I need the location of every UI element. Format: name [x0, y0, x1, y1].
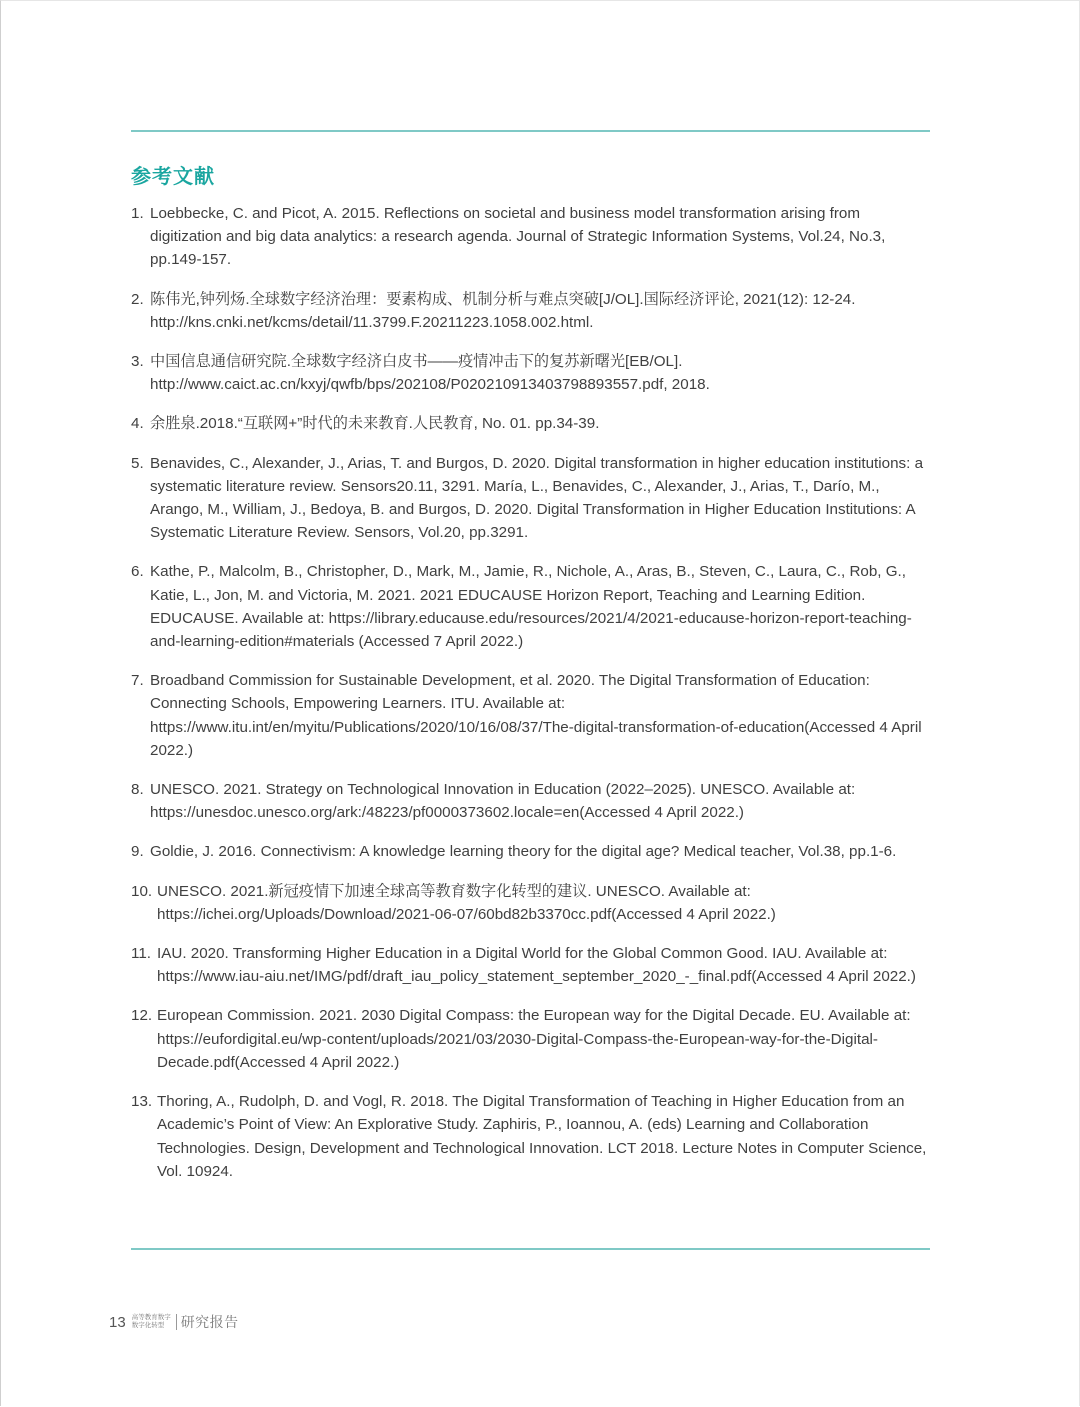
reference-number: 1. [131, 205, 144, 222]
reference-text: Thoring, A., Rudolph, D. and Vogl, R. 2018. The Digital Transformation of Teaching in Higher Education from an Academic’s Point of View: An Explorative Study. Zaphiris, P., Ioannou, A. (eds) Learning and Collaboration Technologies. Design, Development and Technological Innovation. LCT 2018. Lecture Notes in Computer Science, Vol. 10924. [157, 1093, 927, 1180]
reference-item-11 [131, 942, 931, 988]
reference-number: 5. [131, 454, 144, 472]
page-number: 13 [109, 1313, 126, 1331]
reference-number: 2. [131, 290, 144, 308]
reference-number: 4. [131, 415, 144, 433]
reference-item-6 [131, 560, 931, 653]
reference-text: European Commission. 2021. 2030 Digital Compass: the European way for the Digital Decade. EU. Available at: https://eufordigital.eu/wp-content/uploads/2021/03/2030-Digital-Compass-the-European-way-for-the-Digital-Decade.pdf(Accessed 4 April 2022.) [157, 1007, 911, 1071]
series-title [132, 1314, 177, 1330]
reference-number: 12. [131, 1007, 153, 1025]
reference-number: 13. [131, 1093, 153, 1111]
series-title-line-1: 高等教育数字 [131, 1314, 171, 1321]
reference-text: Broadband Commission for Sustainable Development, et al. 2020. The Digital Transformation of Education: Connecting Schools, Empowering Learners. ITU. Available at: https://www.itu.int/en/myitu/Publications/2020/10/16/08/37/The-digital-transformation-of-education(Accessed 4 April 2022.) [150, 672, 922, 759]
report-label: 研究报告 [180, 1314, 239, 1330]
series-title-line-2: 数字化转型 [131, 1322, 165, 1329]
reference-item-12 [131, 1004, 931, 1074]
reference-text: UNESCO. 2021.新冠疫情下加速全球高等教育数字化转型的建议. UNESCO. Available at: https://ichei.org/Uploads/Download/2021-06-07/60bd82b3370cc.pdf(Accessed 4 April 2022.) [157, 882, 776, 923]
reference-item-2 [131, 288, 931, 334]
reference-number: 3. [131, 353, 144, 371]
top-divider [131, 130, 930, 132]
reference-number: 6. [131, 563, 144, 581]
reference-text: IAU. 2020. Transforming Higher Education in a Digital World for the Global Common Good. IAU. Available at: https://www.iau-aiu.net/IMG/pdf/draft_iau_policy_statement_september_2020_-_final.pdf(Accessed 4 April 2022.) [157, 945, 916, 986]
reference-text: Loebbecke, C. and Picot, A. 2015. Reflections on societal and business model transformation arising from digitization and big data analytics: a research agenda. Journal of Strategic Information Systems, Vol.24, No.3, pp.149-157. [150, 205, 886, 269]
reference-text: 余胜泉.2018.“互联网+”时代的未来教育.人民教育, No. 01. pp.34-39. [150, 415, 600, 433]
reference-item-8 [131, 778, 931, 824]
reference-text: Kathe, P., Malcolm, B., Christopher, D., Mark, M., Jamie, R., Nichole, A., Aras, B., Steven, C., Laura, C., Rob, G., Katie, L., Jon, M. and Victoria, M. 2021. 2021 EDUCAUSE Horizon Report, Teaching and Learning Edition. EDUCAUSE. Available at: https://library.educause.edu/resources/2021/4/2021-educause-horizon-report-teaching-and-learning-edition#materials (Accessed 7 April 2022.) [150, 563, 912, 651]
reference-number: 10. [131, 882, 153, 900]
reference-text: Goldie, J. 2016. Connectivism: A knowledge learning theory for the digital age? Medical teacher, Vol.38, pp.1-6. [150, 843, 897, 861]
reference-number: 7. [131, 672, 144, 690]
reference-text: Benavides, C., Alexander, J., Arias, T. and Burgos, D. 2020. Digital transformation in higher education institutions: a systematic literature review. Sensors20.11, 3291. María, L., Benavides, C., Alexander, J., Arias, T., Darío, M., Arango, M., William, J., Bedoya, B. and Burgos, D. 2020. Digital Transformation in Higher Education Institutions: A Systematic Literature Review. Sensors, Vol.20, pp.3291. [150, 454, 924, 542]
reference-item-13 [131, 1090, 931, 1183]
reference-number: 11. [131, 945, 151, 963]
reference-text: 陈伟光,钟列炀.全球数字经济治理：要素构成、机制分析与难点突破[J/OL].国际经济评论, 2021(12): 12-24. http://kns.cnki.net/kcms/detail/11.3799.F.20211223.1058.002.html. [150, 290, 856, 331]
reference-number: 9. [131, 843, 144, 861]
reference-item-10 [131, 880, 931, 926]
reference-item-5 [131, 452, 931, 545]
reference-item-1 [131, 202, 931, 272]
reference-text: 中国信息通信研究院.全球数字经济白皮书——疫情冲击下的复苏新曙光[EB/OL]. http://www.caict.ac.cn/kxyj/qwfb/bps/202108/P020210913403798893557.pdf, 2018. [150, 353, 710, 394]
reference-text: UNESCO. 2021. Strategy on Technological Innovation in Education (2022–2025). UNESCO. Available at: https://unesdoc.unesco.org/ark:/48223/pf0000373602.locale=en(Accessed 4 April 2022.) [150, 781, 856, 822]
page-footer [109, 1310, 239, 1334]
reference-list [131, 202, 931, 1199]
reference-number: 8. [131, 781, 144, 799]
reference-item-3 [131, 350, 931, 396]
reference-item-9 [131, 840, 931, 863]
bottom-divider [131, 1248, 930, 1250]
reference-item-4 [131, 412, 931, 435]
page-title: 参考文献 [131, 166, 215, 188]
reference-item-7 [131, 669, 931, 762]
